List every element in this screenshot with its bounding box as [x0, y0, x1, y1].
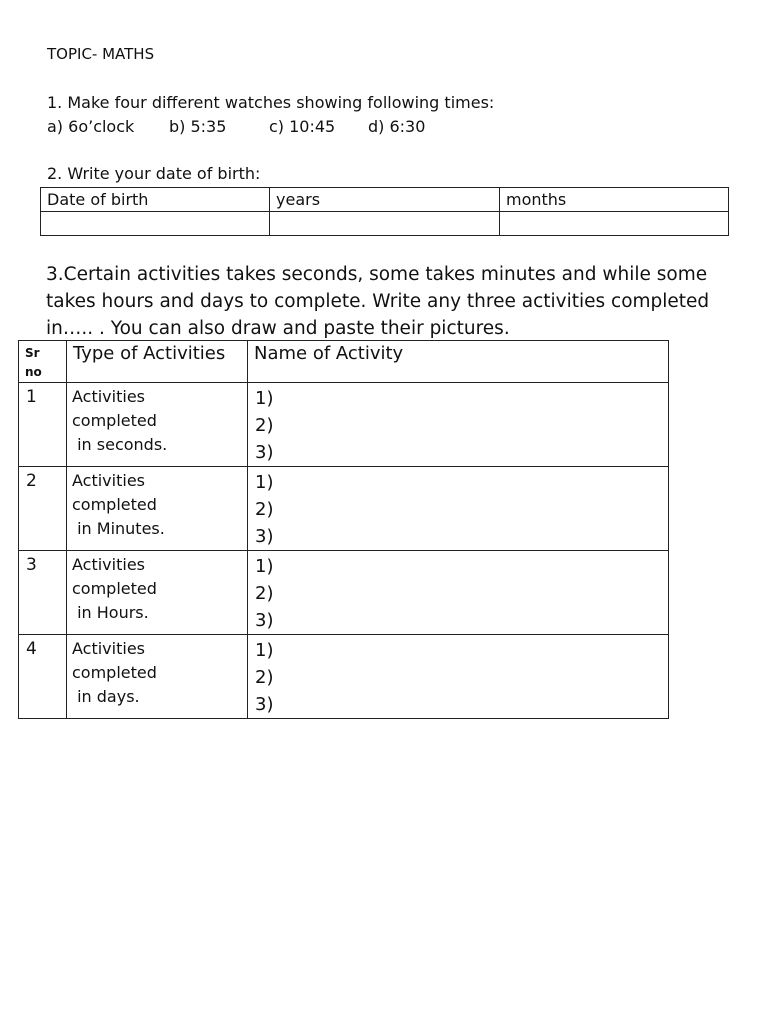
answer-item-label: 1) [255, 472, 274, 493]
question-2-text: 2. Write your date of birth: [47, 164, 261, 183]
activity-row-seconds [19, 383, 669, 467]
row-number: 1 [26, 387, 37, 407]
header-sr-no: Sr no [25, 346, 42, 379]
answer-item-label: 1) [255, 388, 274, 409]
time-option-d: d) 6:30 [368, 117, 426, 136]
dob-header-years: years [270, 188, 500, 212]
dob-answer-months[interactable] [500, 212, 729, 236]
activity-row-minutes [19, 467, 669, 551]
row-answer-cell[interactable] [248, 383, 669, 467]
answer-item-label: 1) [255, 556, 274, 577]
answer-item-label: 2) [255, 667, 274, 688]
answer-item-label: 1) [255, 640, 274, 661]
activity-row-days [19, 635, 669, 719]
dob-answer-years[interactable] [270, 212, 500, 236]
dob-answer-row [41, 212, 729, 236]
row-type: Activities completed in Minutes. [72, 471, 165, 538]
dob-header-date: Date of birth [41, 188, 270, 212]
row-answer-cell[interactable] [248, 551, 669, 635]
row-answer-cell[interactable] [248, 467, 669, 551]
row-number: 2 [26, 471, 37, 491]
row-answer-cell[interactable] [248, 635, 669, 719]
answer-item-label: 2) [255, 583, 274, 604]
date-of-birth-table [40, 187, 729, 236]
dob-answer-date[interactable] [41, 212, 270, 236]
question-1-text: 1. Make four different watches showing following times: [47, 93, 495, 112]
activities-header-row [19, 341, 669, 383]
answer-item-label: 3) [255, 442, 274, 463]
topic-heading: TOPIC- MATHS [47, 45, 155, 63]
dob-header-months: months [500, 188, 729, 212]
time-option-a: a) 6o’clock [47, 117, 135, 136]
row-type: Activities completed in seconds. [72, 387, 168, 454]
header-type-of-activities: Type of Activities [73, 343, 226, 364]
answer-item-label: 3) [255, 694, 274, 715]
answer-item-label: 3) [255, 526, 274, 547]
time-option-c: c) 10:45 [269, 117, 336, 136]
activities-table [18, 340, 669, 719]
header-name-of-activity: Name of Activity [254, 343, 404, 364]
row-number: 3 [26, 555, 37, 575]
answer-item-label: 3) [255, 610, 274, 631]
question-1-times [47, 117, 467, 139]
time-option-b: b) 5:35 [169, 117, 227, 136]
question-3-text: 3.Certain activities takes seconds, some takes minutes and while some takes hours and days to complete. Write any three activities completed in….. . You can also draw and paste their pictures. [46, 264, 710, 339]
activity-row-hours [19, 551, 669, 635]
row-number: 4 [26, 639, 37, 659]
answer-item-label: 2) [255, 499, 274, 520]
dob-header-row [41, 188, 729, 212]
row-type: Activities completed in days. [72, 639, 157, 706]
answer-item-label: 2) [255, 415, 274, 436]
row-type: Activities completed in Hours. [72, 555, 157, 622]
